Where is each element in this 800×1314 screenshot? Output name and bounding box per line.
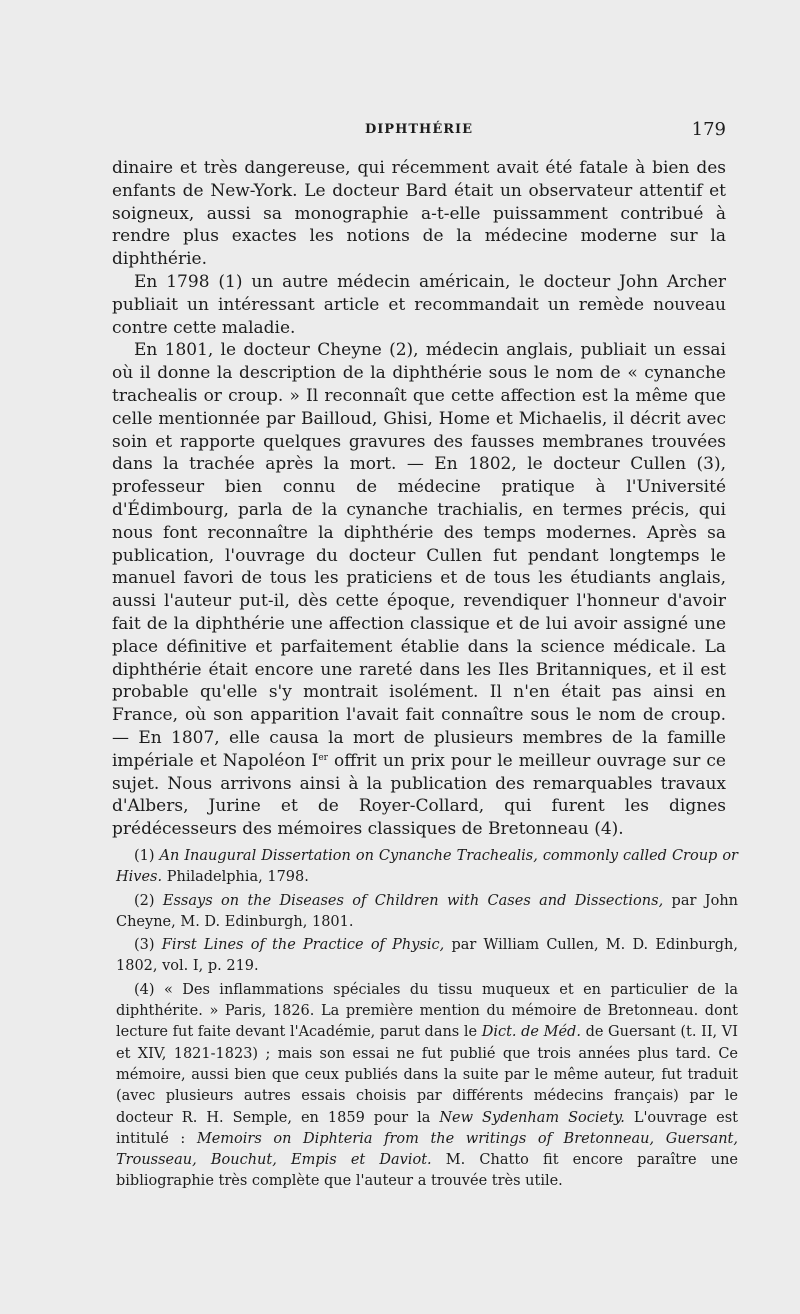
footnote-2	[116, 891, 738, 934]
paragraph-2: En 1798 (1) un autre médecin américain, le docteur John Archer publiait un intéressant article et recommandait un remède nouveau contre cette maladie.	[112, 271, 726, 338]
footnote-4-memoirs-title: Memoirs on Diphteria from the writings of Bretonneau, Guersant, Trousseau, Bouchut, Empis et Daviot.	[116, 1130, 738, 1169]
footnote-4-part-c: L'ouvrage est intitulé :	[116, 1109, 738, 1147]
paragraph-3-part-b: offrit un prix pour le meilleur ouvrage sur ce sujet. Nous arrivons ainsi à la publication des remarquables travaux d'Albers, Jurine et de Royer-Collard, qui furent les dignes prédécesseurs des mémoires classiques de Bretonneau (4).	[112, 750, 726, 840]
footnotes	[116, 846, 738, 1193]
footnote-3	[116, 935, 738, 978]
running-title: DIPHTHÉRIE	[364, 122, 474, 137]
footnote-4-society: New Sydenham Society.	[439, 1109, 625, 1126]
paragraph-3-part-a: En 1801, le docteur Cheyne (2), médecin anglais, publiait un essai où il donne la description de la diphthérie sous le nom de « cynanche trachealis or croup. » Il reconnaît que cette affection est la même que celle mentionnée par Bailloud, Ghisi, Home et Michaelis, il décrit avec soin et rapporte quelques gravures des fausses membranes trouvées dans la trachée après la mort. — En 1802, le docteur Cullen (3), professeur bien connu de médecine pratique à l'Université d'Édimbourg, parla de la cynanche trachialis, en termes précis, qui nous font reconnaître la diphthérie des temps modernes. Après sa publication, l'ouvrage du docteur Cullen fut pendant longtemps le manuel favori de tous les praticiens et de tous les étudiants anglais, aussi l'auteur put-il, dès cette époque, revendiquer l'honneur d'avoir fait de la diphthérie une affection classique et de lui avoir assigné une place définitive et parfaitement établie dans la science médicale. La diphthérie était encore une rareté dans les Iles Britanniques, et il est probable qu'elle s'y montrait isolément. Il n'en était pas ainsi en France, où son apparition l'avait fait connaître sous le nom de croup. — En 1807, elle causa la mort de plusieurs membres de la famille impériale et Napoléon I	[112, 340, 726, 771]
footnote-4-dict: Dict. de Méd.	[481, 1024, 581, 1041]
footnote-2-number: (2)	[134, 892, 163, 909]
footnote-2-title: Essays on the Diseases of Children with Cases and Dissections,	[162, 892, 664, 909]
footnote-4-part-d: M. Chatto fit encore paraître une bibliographie très complète que l'auteur a trouvée très utile.	[116, 1152, 738, 1190]
footnote-4	[116, 980, 738, 1193]
page-header	[112, 118, 726, 142]
footnote-3-number: (3)	[134, 937, 162, 954]
footnote-4-part-a: (4) « Des inflammations spéciales du tissu muqueux et en particulier de la diphthérite. » Paris, 1826. La première mention du mémoire de Bretonneau. dont lecture fut faite devant l'Académie, parut dans le	[116, 981, 738, 1041]
footnote-1-number: (1)	[134, 848, 160, 864]
footnote-1-rest: Philadelphia, 1798.	[162, 869, 309, 886]
main-text	[112, 157, 726, 841]
paragraph-3	[112, 339, 726, 841]
page-number: 179	[691, 119, 726, 140]
footnote-2-rest: par John Cheyne, M. D. Edinburgh, 1801.	[116, 892, 738, 930]
footnote-3-title: First Lines of the Practice of Physic,	[161, 937, 445, 954]
footnote-1	[116, 846, 738, 889]
footnote-1-title: An Inaugural Dissertation on Cynanche Trachealis, commonly called Croup or Hives.	[116, 848, 738, 886]
footnote-3-rest: par William Cullen, M. D. Edinburgh, 1802, vol. I, p. 219.	[116, 937, 738, 975]
footnote-4-part-b: de Guersant (t. II, VI et XIV, 1821-1823) ; mais son essai ne fut publié que trois années plus tard. Ce mémoire, aussi bien que ceux publiés dans la suite par le même auteur, fut traduit (avec plusieurs autres essais choisis par différents médecins français) par le docteur R. H. Semple, en 1859 pour la	[116, 1024, 738, 1126]
ordinal-superscript: er	[318, 752, 328, 763]
paragraph-1: dinaire et très dangereuse, qui récemment avait été fatale à bien des enfants de New-York. Le docteur Bard était un observateur attentif et soigneux, aussi sa monographie a-t-elle puissamment contribué à rendre plus exactes les notions de la médecine moderne sur la diphthérie.	[112, 158, 726, 270]
